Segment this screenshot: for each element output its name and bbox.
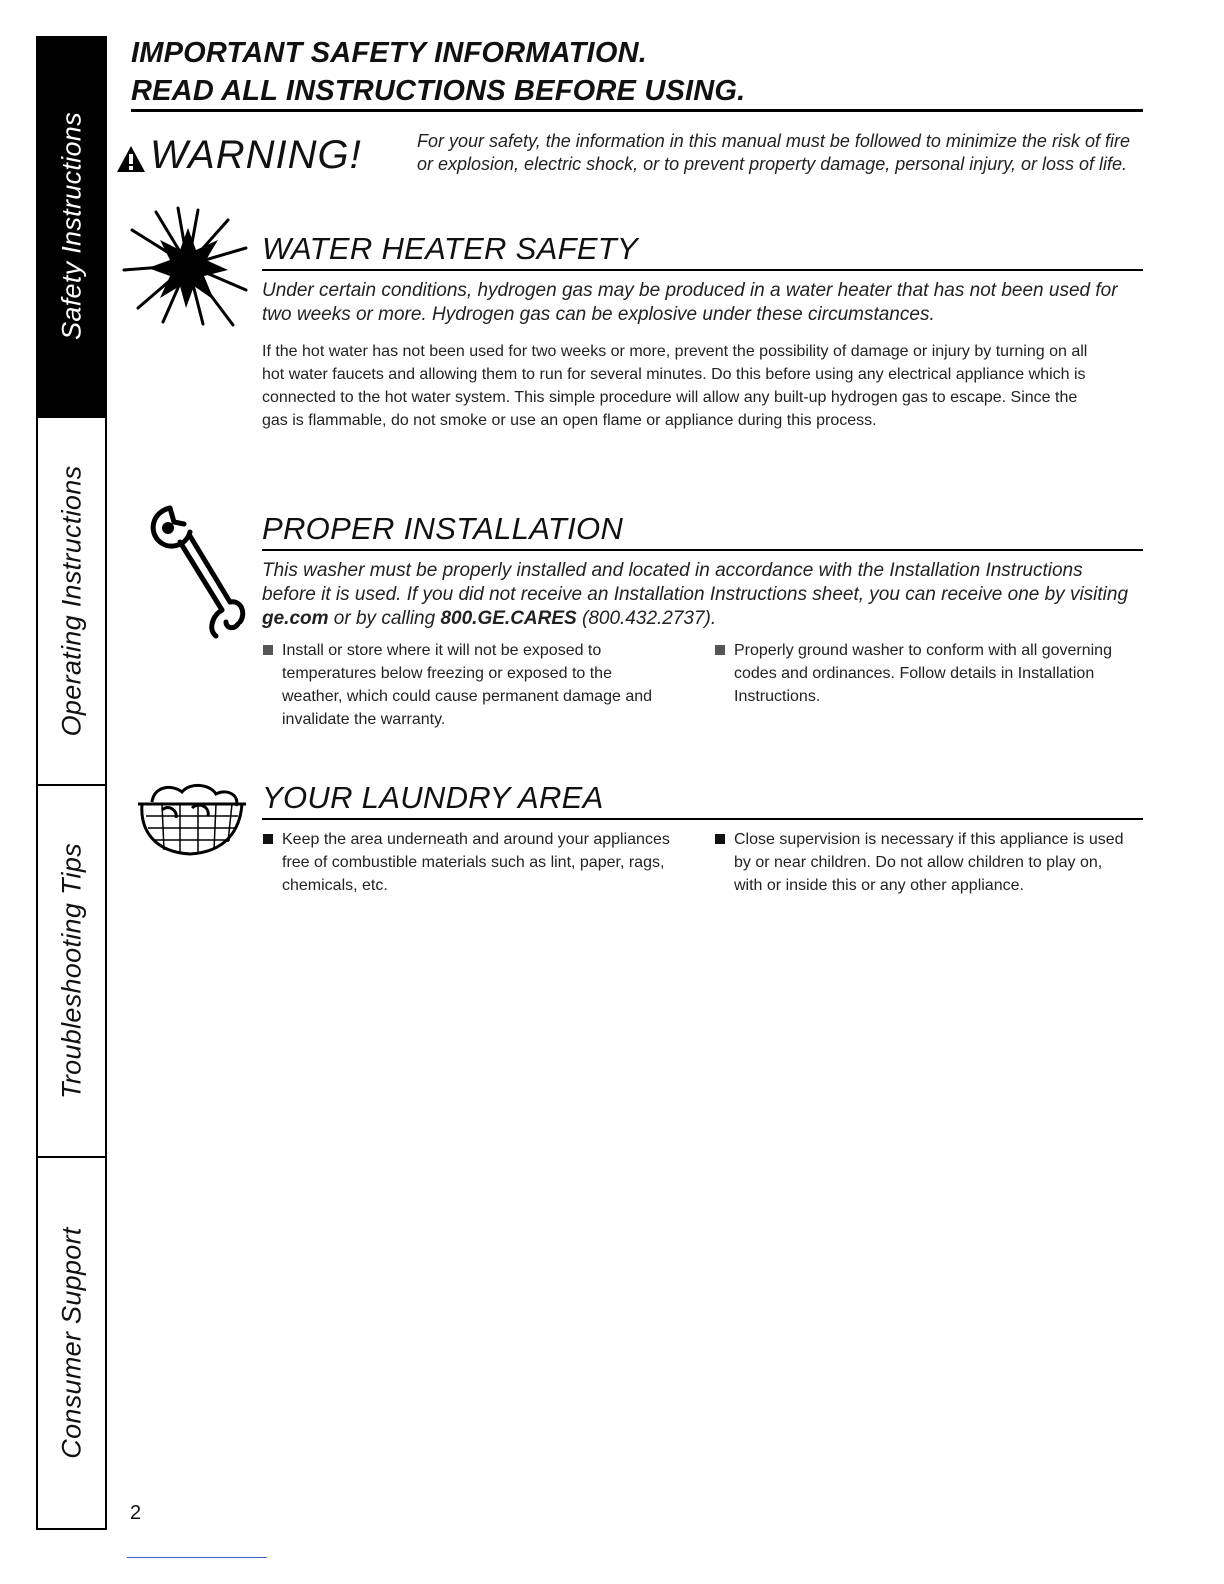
bullet-icon bbox=[715, 645, 725, 655]
title-line-2: READ ALL INSTRUCTIONS BEFORE USING. bbox=[131, 75, 746, 107]
tab-label: Operating Instructions bbox=[56, 465, 86, 737]
tab-label: Safety Instructions bbox=[56, 112, 86, 340]
list-item bbox=[714, 828, 1134, 897]
laundry-title: YOUR LAUNDRY AREA bbox=[262, 780, 604, 815]
installation-lead bbox=[262, 559, 1132, 631]
tab-operating-instructions[interactable] bbox=[38, 418, 105, 786]
bullet-icon bbox=[263, 645, 273, 655]
page-title bbox=[131, 34, 1141, 110]
bullet-icon bbox=[263, 834, 273, 844]
installation-title: PROPER INSTALLATION bbox=[262, 511, 624, 546]
section-divider bbox=[262, 818, 1143, 820]
phone-link[interactable]: 800.GE.CARES bbox=[440, 608, 577, 629]
tab-label: Troubleshooting Tips bbox=[56, 843, 86, 1099]
tab-consumer-support[interactable] bbox=[38, 1158, 105, 1528]
bullet-icon bbox=[715, 834, 725, 844]
sidebar bbox=[36, 36, 107, 1530]
warning-heading: WARNING! bbox=[150, 133, 362, 177]
ge-website-link[interactable]: ge.com bbox=[262, 608, 329, 629]
title-line-1: IMPORTANT SAFETY INFORMATION. bbox=[131, 37, 647, 69]
water-heater-lead: Under certain conditions, hydrogen gas may be produced in a water heater that has not been used for two weeks or more. Hydrogen gas can be explosive under these circumstances. bbox=[262, 280, 1118, 325]
section-divider bbox=[262, 549, 1143, 551]
list-item bbox=[262, 828, 682, 897]
warning-triangle-icon bbox=[116, 145, 146, 173]
lead-text: This washer must be properly installed and located in accordance with the Installation Instructions before it is used. If you did not receive an Installation Instructions sheet, you can receive one by visiting bbox=[262, 560, 1129, 605]
tab-label: Consumer Support bbox=[56, 1227, 86, 1459]
list-item bbox=[262, 639, 672, 731]
footer-line bbox=[127, 1557, 267, 1558]
water-heater-body: If the hot water has not been used for two weeks or more, prevent the possibility of damage or injury by turning on all hot water faucets and allowing them to run for several minutes. Do this before using any electrical appliance which is connected to the hot water system. This simple procedure will allow any built-up hydrogen gas to escape. Since the gas is flammable, do not smoke or use an open flame or appliance during this process. bbox=[262, 343, 1088, 429]
water-heater-title: WATER HEATER SAFETY bbox=[262, 231, 639, 266]
tab-safety-instructions[interactable] bbox=[38, 36, 105, 418]
laundry-basket-icon bbox=[132, 780, 252, 860]
tab-troubleshooting-tips[interactable] bbox=[38, 786, 105, 1158]
warning-text: For your safety, the information in this manual must be followed to minimize the risk of fire or explosion, electric shock, or to prevent property damage, personal injury, or loss of life. bbox=[417, 131, 1130, 174]
title-divider bbox=[131, 109, 1143, 112]
wrench-icon bbox=[142, 498, 246, 640]
page-number: 2 bbox=[130, 1502, 142, 1524]
bullet-text: Install or store where it will not be exposed to temperatures below freezing or exposed to the weather, which could cause permanent damage and invalidate the warranty. bbox=[282, 642, 653, 728]
section-divider bbox=[262, 269, 1143, 271]
bullet-text: Close supervision is necessary if this appliance is used by or near children. Do not allow children to play on, with or inside this or any other appliance. bbox=[734, 831, 1124, 894]
bullet-text: Keep the area underneath and around your appliances free of combustible materials such as lint, paper, rags, chemicals, etc. bbox=[282, 831, 670, 894]
list-item bbox=[714, 639, 1114, 708]
explosion-icon bbox=[118, 200, 260, 330]
bullet-text: Properly ground washer to conform with all governing codes and ordinances. Follow details in Installation Instructions. bbox=[734, 642, 1112, 705]
lead-text: or by calling bbox=[328, 608, 441, 629]
lead-text: (800.432.2737). bbox=[576, 608, 717, 629]
